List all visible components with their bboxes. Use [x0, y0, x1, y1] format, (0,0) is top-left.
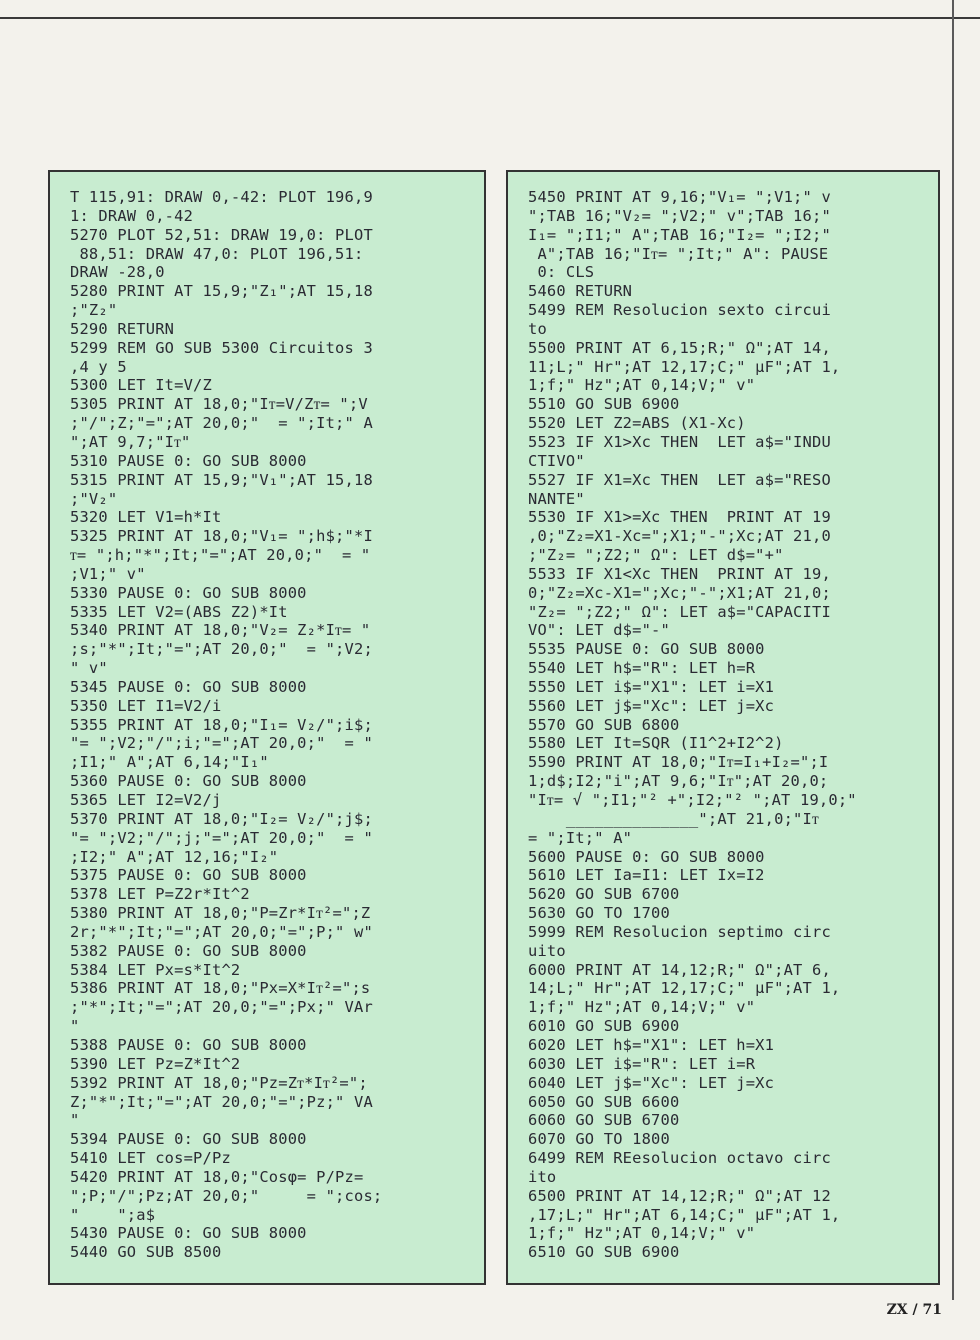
code-line: " ";a$: [70, 1205, 156, 1224]
code-line: 5325 PRINT AT 18,0;"V₁= ";h$;"*I: [70, 527, 373, 546]
code-line: " v": [70, 659, 108, 678]
code-line: "Z₂= ";Z2;" Ω": LET a$="CAPACITI: [528, 602, 831, 621]
code-line: 5410 LET cos=P/Pz: [70, 1149, 231, 1168]
code-line: ,0;"Z₂=X1-Xc=";X1;"-";Xc;AT 21,0: [528, 527, 831, 546]
code-line: 6060 GO SUB 6700: [528, 1111, 680, 1130]
code-line: ": [70, 1111, 80, 1130]
code-line: 5270 PLOT 52,51: DRAW 19,0: PLOT: [70, 225, 373, 244]
code-line: VO": LET d$="-": [528, 621, 670, 640]
code-line: T 115,91: DRAW 0,-42: PLOT 196,9: [70, 188, 373, 206]
code-line: 5345 PAUSE 0: GO SUB 8000: [70, 677, 307, 696]
code-line: 5520 LET Z2=ABS (X1-Xc): [528, 414, 746, 433]
code-line: 5535 PAUSE 0: GO SUB 8000: [528, 640, 765, 659]
code-line: 5280 PRINT AT 15,9;"Z₁";AT 15,18: [70, 282, 373, 301]
code-line: A";TAB 16;"Iᴛ= ";It;" A": PAUSE: [528, 244, 829, 263]
code-line: 5527 IF X1=Xc THEN LET a$="RESO: [528, 470, 831, 489]
code-line: 5392 PRINT AT 18,0;"Pz=Zᴛ*Iᴛ²=";: [70, 1073, 368, 1092]
page-edge: [952, 0, 954, 1300]
code-line: 5510 GO SUB 6900: [528, 395, 680, 414]
code-line: DRAW -28,0: [70, 263, 165, 282]
code-line: "= ";V2;"/";j;"=";AT 20,0;" = ": [70, 828, 373, 847]
code-line: 5378 LET P=Z2r*It^2: [70, 885, 250, 904]
code-line: 1: DRAW 0,-42: [70, 206, 194, 225]
code-line: 5320 LET V1=h*It: [70, 508, 222, 527]
code-line: ;"/";Z;"=";AT 20,0;" = ";It;" A: [70, 414, 373, 433]
code-line: 5290 RETURN: [70, 319, 175, 338]
code-line: 5360 PAUSE 0: GO SUB 8000: [70, 772, 307, 791]
code-line: "Iᴛ= √ ";I1;"² +";I2;"² ";AT 19,0;": [528, 791, 857, 809]
code-line: 5300 LET It=V/Z: [70, 376, 212, 395]
code-line: ,17;L;" Hr";AT 6,14;C;" µF";AT 1,: [528, 1205, 841, 1224]
code-line: ᴛ= ";h;"*";It;"=";AT 20,0;" = ": [70, 546, 371, 565]
code-line: 2r;"*";It;"=";AT 20,0;"=";P;" w": [70, 922, 373, 941]
code-line: 1;d$;I2;"i";AT 9,6;"Iᴛ";AT 20,0;: [528, 772, 829, 791]
code-listing-left: [50, 172, 484, 1262]
code-line: 5450 PRINT AT 9,16;"V₁= ";V1;" v: [528, 188, 831, 206]
code-line: ";TAB 16;"V₂= ";V2;" v";TAB 16;": [528, 206, 831, 225]
code-line: 5523 IF X1>Xc THEN LET a$="INDU: [528, 432, 831, 451]
code-line: ;"Z₂= ";Z2;" Ω": LET d$="+": [528, 546, 784, 565]
code-line: 5315 PRINT AT 15,9;"V₁";AT 15,18: [70, 470, 373, 489]
code-line: 5600 PAUSE 0: GO SUB 8000: [528, 847, 765, 866]
code-line: 6510 GO SUB 6900: [528, 1243, 680, 1262]
code-line: ;V1;" v": [70, 564, 146, 583]
code-line: 6000 PRINT AT 14,12;R;" Ω";AT 6,: [528, 960, 831, 979]
code-line: = ";It;" A": [528, 828, 633, 847]
code-line: Z;"*";It;"=";AT 20,0;"=";Pz;" VA: [70, 1092, 373, 1111]
code-line: ;"*";It;"=";AT 20,0;"=";Px;" VAr: [70, 998, 373, 1017]
code-line: 1;f;" Hz";AT 0,14;V;" v": [528, 998, 756, 1017]
code-line: 5375 PAUSE 0: GO SUB 8000: [70, 866, 307, 885]
code-line: 5630 GO TO 1700: [528, 904, 670, 923]
code-line: 5355 PRINT AT 18,0;"I₁= V₂/";i$;: [70, 715, 373, 734]
code-listing-right: [508, 172, 938, 1262]
code-line: ;I2;" A";AT 12,16;"I₂": [70, 847, 279, 866]
code-line: 6030 LET i$="R": LET i=R: [528, 1054, 756, 1073]
code-line: 5499 REM Resolucion sexto circui: [528, 301, 831, 320]
code-line: 11;L;" Hr";AT 12,17;C;" µF";AT 1,: [528, 357, 841, 376]
code-line: 5530 IF X1>=Xc THEN PRINT AT 19: [528, 508, 831, 527]
code-line: 5590 PRINT AT 18,0;"Iᴛ=I₁+I₂=";I: [528, 753, 829, 772]
code-line: ";AT 9,7;"Iᴛ": [70, 432, 191, 451]
code-line: 6070 GO TO 1800: [528, 1130, 670, 1149]
code-line: I₁= ";I1;" A";TAB 16;"I₂= ";I2;": [528, 225, 831, 244]
code-line: 5570 GO SUB 6800: [528, 715, 680, 734]
code-line: ;"V₂": [70, 489, 118, 508]
code-line: ito: [528, 1167, 557, 1186]
code-line: 5340 PRINT AT 18,0;"V₂= Z₂*Iᴛ= ": [70, 621, 371, 640]
top-rule: [0, 17, 980, 19]
code-line: ": [70, 1017, 80, 1036]
code-line: 1;f;" Hz";AT 0,14;V;" v": [528, 376, 756, 395]
code-line: 6010 GO SUB 6900: [528, 1017, 680, 1036]
code-line: ,4 y 5: [70, 357, 127, 376]
code-line: 5299 REM GO SUB 5300 Circuitos 3: [70, 338, 373, 357]
code-line: 5430 PAUSE 0: GO SUB 8000: [70, 1224, 307, 1243]
code-line: 5388 PAUSE 0: GO SUB 8000: [70, 1035, 307, 1054]
code-line: 5310 PAUSE 0: GO SUB 8000: [70, 451, 307, 470]
code-line: 6500 PRINT AT 14,12;R;" Ω";AT 12: [528, 1186, 831, 1205]
code-line: "= ";V2;"/";i;"=";AT 20,0;" = ": [70, 734, 373, 753]
code-line: 5533 IF X1<Xc THEN PRINT AT 19,: [528, 564, 831, 583]
listing-panel-right: [506, 170, 940, 1285]
code-line: 5365 LET I2=V2/j: [70, 791, 222, 809]
code-line: 5394 PAUSE 0: GO SUB 8000: [70, 1130, 307, 1149]
code-line: 5335 LET V2=(ABS Z2)*It: [70, 602, 288, 621]
code-line: 5610 LET Ia=I1: LET Ix=I2: [528, 866, 765, 885]
code-line: 5540 LET h$="R": LET h=R: [528, 659, 756, 678]
code-line: 0;"Z₂=Xc-X1=";Xc;"-";X1;AT 21,0;: [528, 583, 831, 602]
code-line: 5500 PRINT AT 6,15;R;" Ω";AT 14,: [528, 338, 831, 357]
code-line: 5370 PRINT AT 18,0;"I₂= V₂/";j$;: [70, 809, 373, 828]
code-line: 5305 PRINT AT 18,0;"Iᴛ=V/Zᴛ= ";V: [70, 395, 368, 414]
code-line: 5620 GO SUB 6700: [528, 885, 680, 904]
code-line: to: [528, 319, 547, 338]
code-line: 6499 REM REesolucion octavo circ: [528, 1149, 831, 1168]
code-line: 5330 PAUSE 0: GO SUB 8000: [70, 583, 307, 602]
code-line: ";P;"/";Pz;AT 20,0;" = ";cos;: [70, 1186, 383, 1205]
code-line: 5384 LET Px=s*It^2: [70, 960, 241, 979]
code-line: NANTE": [528, 489, 585, 508]
code-line: 5560 LET j$="Xc": LET j=Xc: [528, 696, 775, 715]
code-line: 88,51: DRAW 47,0: PLOT 196,51:: [70, 244, 364, 263]
page-number: ZX / 71: [886, 1302, 942, 1318]
code-line: ______________";AT 21,0;"Iᴛ: [528, 809, 819, 828]
code-line: 5390 LET Pz=Z*It^2: [70, 1054, 241, 1073]
code-line: 5350 LET I1=V2/i: [70, 696, 222, 715]
listing-panel-left: [48, 170, 486, 1285]
code-line: 5386 PRINT AT 18,0;"Px=X*Iᴛ²=";s: [70, 979, 371, 998]
code-line: 5550 LET i$="X1": LET i=X1: [528, 677, 775, 696]
code-line: ;I1;" A";AT 6,14;"I₁": [70, 753, 269, 772]
code-line: 14;L;" Hr";AT 12,17;C;" µF";AT 1,: [528, 979, 841, 998]
code-line: CTIVO": [528, 451, 585, 470]
code-line: 5440 GO SUB 8500: [70, 1243, 222, 1262]
code-line: 6040 LET j$="Xc": LET j=Xc: [528, 1073, 775, 1092]
code-line: 6050 GO SUB 6600: [528, 1092, 680, 1111]
code-line: 5460 RETURN: [528, 282, 633, 301]
code-line: 5580 LET It=SQR (I1^2+I2^2): [528, 734, 784, 753]
code-line: 0: CLS: [528, 263, 595, 282]
code-line: 5380 PRINT AT 18,0;"P=Zr*Iᴛ²=";Z: [70, 904, 371, 923]
code-line: 5382 PAUSE 0: GO SUB 8000: [70, 941, 307, 960]
code-line: ;"Z₂": [70, 301, 118, 320]
code-line: 5420 PRINT AT 18,0;"Cosφ= P/Pz=: [70, 1167, 364, 1186]
code-line: ;s;"*";It;"=";AT 20,0;" = ";V2;: [70, 640, 373, 659]
code-line: 1;f;" Hz";AT 0,14;V;" v": [528, 1224, 756, 1243]
code-line: 5999 REM Resolucion septimo circ: [528, 922, 831, 941]
code-line: 6020 LET h$="X1": LET h=X1: [528, 1035, 775, 1054]
code-line: uito: [528, 941, 566, 960]
